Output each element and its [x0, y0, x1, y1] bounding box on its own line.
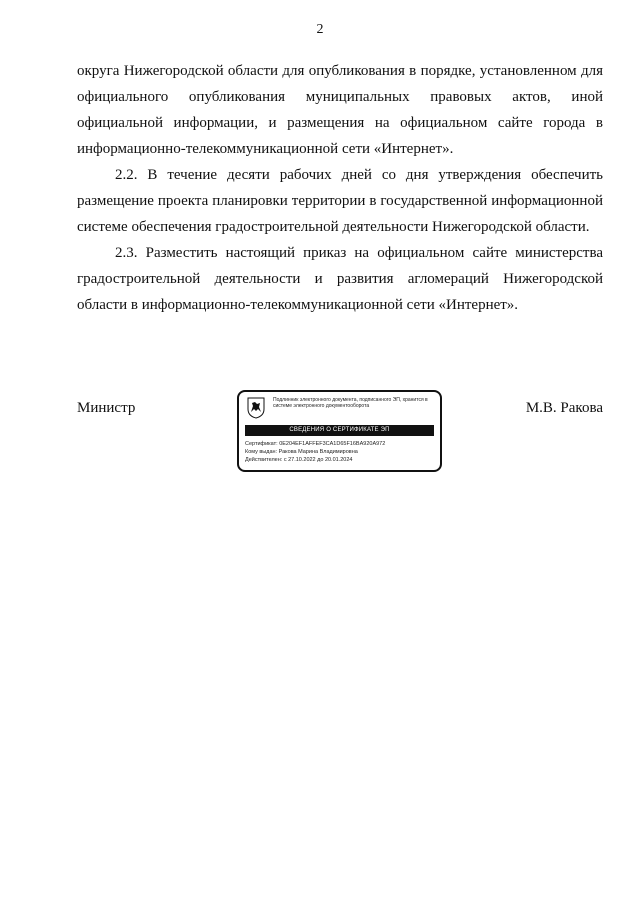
paragraph-2-2: 2.2. В течение десяти рабочих дней со дня утверждения обеспечить размещение проекта планировки территории в государственной информационной системе обеспечения градостроительной деятельности Нижегородской области. — [77, 167, 603, 235]
certificate-details — [245, 440, 435, 464]
signer-position: Министр — [77, 400, 136, 416]
stamp-note: Подлинник электронного документа, подписанного ЭП, хранится в системе электронного документооборота — [273, 397, 428, 409]
signer-name: М.В. Ракова — [525, 400, 603, 416]
stamp-header: СВЕДЕНИЯ О СЕРТИФИКАТЕ ЭП — [245, 425, 434, 436]
coat-of-arms-icon — [247, 397, 265, 419]
document-body — [77, 58, 603, 318]
page-number: 2 — [316, 22, 324, 37]
electronic-signature-stamp — [237, 390, 442, 472]
certificate-owner: Кому выдан: Ракова Марина Владимировна — [245, 449, 358, 455]
paragraph-2-3: 2.3. Разместить настоящий приказ на официальном сайте министерства градостроительной деятельности и развития агломераций Нижегородской области в информационно-телекоммуникационной сети «Интернет». — [77, 245, 603, 313]
signature-block — [77, 390, 603, 480]
paragraph-continuation: округа Нижегородской области для опубликования в порядке, установленном для официального опубликования муниципальных правовых актов, иной официальной информации, и размещения на официальном сайте города в информационно-телекоммуникационной сети «Интернет». — [77, 63, 603, 157]
certificate-number: Сертификат: 0E204EF1AFFEF3CA1D65F16BA920A972 — [245, 441, 386, 447]
certificate-validity: Действителен: с 27.10.2022 до 20.01.2024 — [245, 457, 353, 463]
